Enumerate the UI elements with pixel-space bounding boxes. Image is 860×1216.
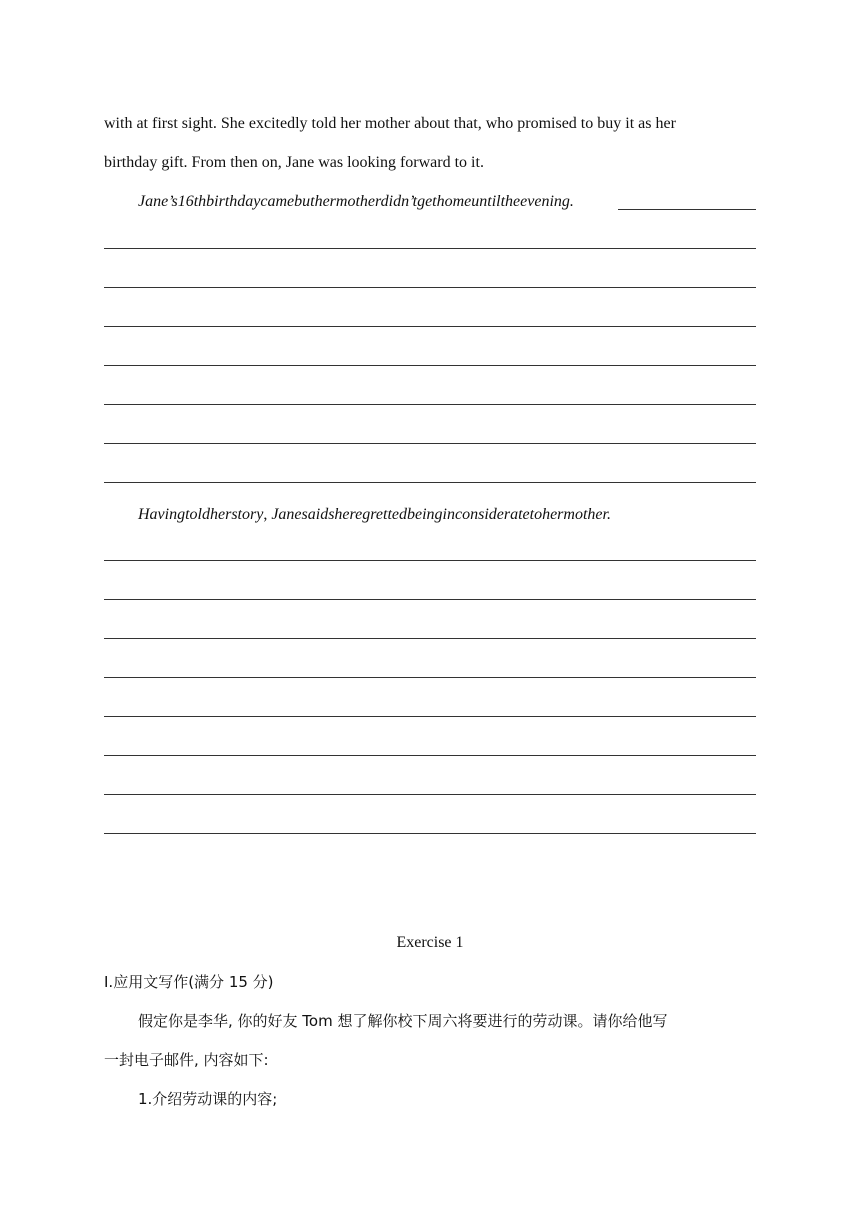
writing-line — [104, 638, 756, 639]
writing-line — [104, 794, 756, 795]
paragraph-2-opening — [138, 505, 611, 525]
paragraph-1-blank — [618, 209, 756, 210]
writing-line — [104, 248, 756, 249]
exercise-title: Exercise 1 — [396, 934, 464, 951]
writing-line — [104, 560, 756, 561]
writing-line — [104, 677, 756, 678]
paragraph-2-comma: , — [263, 506, 272, 523]
writing-line — [104, 716, 756, 717]
prompt-item-1: 1.介绍劳动课的内容; — [138, 1090, 278, 1108]
writing-line — [104, 599, 756, 600]
prompt-line-2: 一封电子邮件, 内容如下: — [104, 1051, 269, 1069]
writing-line — [104, 443, 756, 444]
paragraph-2-opening-part-a: Havingtoldherstory — [138, 506, 264, 523]
section-heading: Ⅰ.应用文写作(满分 15 分) — [104, 973, 274, 991]
writing-line — [104, 404, 756, 405]
writing-line — [104, 287, 756, 288]
writing-line — [104, 482, 756, 483]
writing-line — [104, 833, 756, 834]
story-text-line-2: birthday gift. From then on, Jane was looking forward to it. — [104, 154, 484, 171]
writing-line — [104, 326, 756, 327]
paragraph-1-opening: Jane’s16thbirthdaycamebuthermotherdidn’tgethomeuntiltheevening. — [138, 193, 574, 210]
writing-line — [104, 755, 756, 756]
paragraph-2-opening-part-b: Janesaidsheregrettedbeinginconsideratetohermother. — [271, 506, 611, 523]
writing-line — [104, 365, 756, 366]
story-text-line-1: with at first sight. She excitedly told her mother about that, who promised to buy it as her — [104, 115, 676, 132]
prompt-line-1: 假定你是李华, 你的好友 Tom 想了解你校下周六将要进行的劳动课。请你给他写 — [138, 1012, 668, 1030]
